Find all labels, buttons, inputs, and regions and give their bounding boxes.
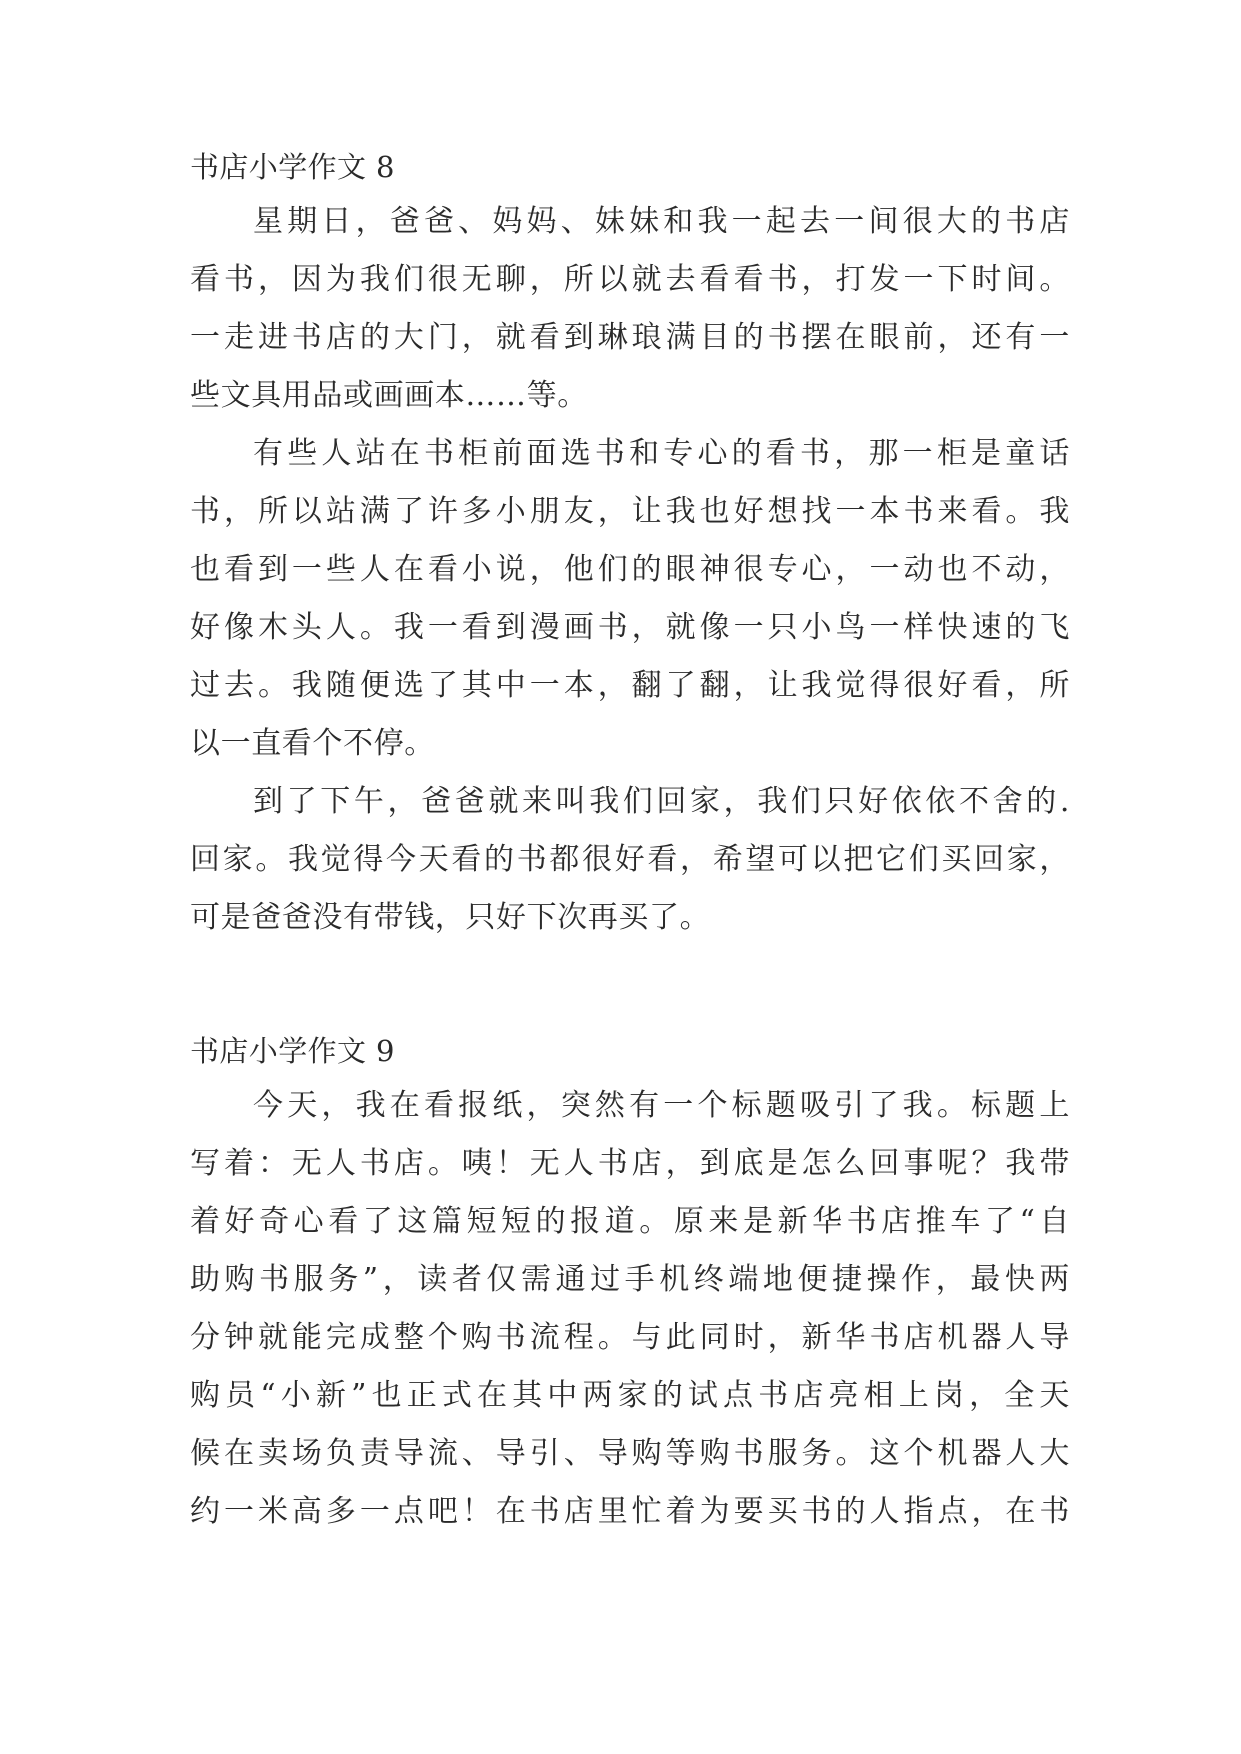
essay-8-title: 书店小学作文 8 <box>190 150 395 184</box>
essay-8-line: 以一直看个不停。 <box>190 726 435 761</box>
essay-8-line: 到了下午，爸爸就来叫我们回家，我们只好依依不舍的. <box>253 784 1070 819</box>
essay-8-line: 星期日，爸爸、妈妈、妹妹和我一起去一间很大的书店 <box>253 204 1070 239</box>
essay-8-line: 看书，因为我们很无聊，所以就去看看书，打发一下时间。 <box>190 262 1070 297</box>
essay-8-line: 一走进书店的大门，就看到琳琅满目的书摆在眼前，还有一 <box>190 320 1070 355</box>
essay-8-line: 回家。我觉得今天看的书都很好看，希望可以把它们买回家， <box>190 842 1070 877</box>
essay-8-line: 些文具用品或画画本……等。 <box>190 378 588 413</box>
essay-8-line: 书，所以站满了许多小朋友，让我也好想找一本书来看。我 <box>190 494 1070 529</box>
essay-9-line: 今天，我在看报纸，突然有一个标题吸引了我。标题上 <box>253 1088 1070 1123</box>
essay-9-line: 购员“小新”也正式在其中两家的试点书店亮相上岗，全天 <box>190 1378 1070 1413</box>
essay-9-line: 助购书服务”，读者仅需通过手机终端地便捷操作，最快两 <box>190 1262 1070 1297</box>
essay-8-line: 可是爸爸没有带钱，只好下次再买了。 <box>190 900 711 935</box>
essay-8-line: 过去。我随便选了其中一本，翻了翻，让我觉得很好看，所 <box>190 668 1070 703</box>
essay-8-line: 好像木头人。我一看到漫画书，就像一只小鸟一样快速的飞 <box>190 610 1070 645</box>
essay-9-line: 候在卖场负责导流、导引、导购等购书服务。这个机器人大 <box>190 1436 1070 1471</box>
essay-9-title: 书店小学作文 9 <box>190 1034 395 1068</box>
essay-9-line: 分钟就能完成整个购书流程。与此同时，新华书店机器人导 <box>190 1320 1070 1355</box>
essay-9-line: 着好奇心看了这篇短短的报道。原来是新华书店推车了“自 <box>190 1204 1070 1239</box>
essay-9-line: 写着：无人书店。咦！无人书店，到底是怎么回事呢？我带 <box>190 1146 1070 1181</box>
essay-8-line: 也看到一些人在看小说，他们的眼神很专心，一动也不动， <box>190 552 1070 587</box>
essay-8-line: 有些人站在书柜前面选书和专心的看书，那一柜是童话 <box>253 436 1070 471</box>
essay-9-line: 约一米高多一点吧！在书店里忙着为要买书的人指点，在书 <box>190 1494 1070 1529</box>
